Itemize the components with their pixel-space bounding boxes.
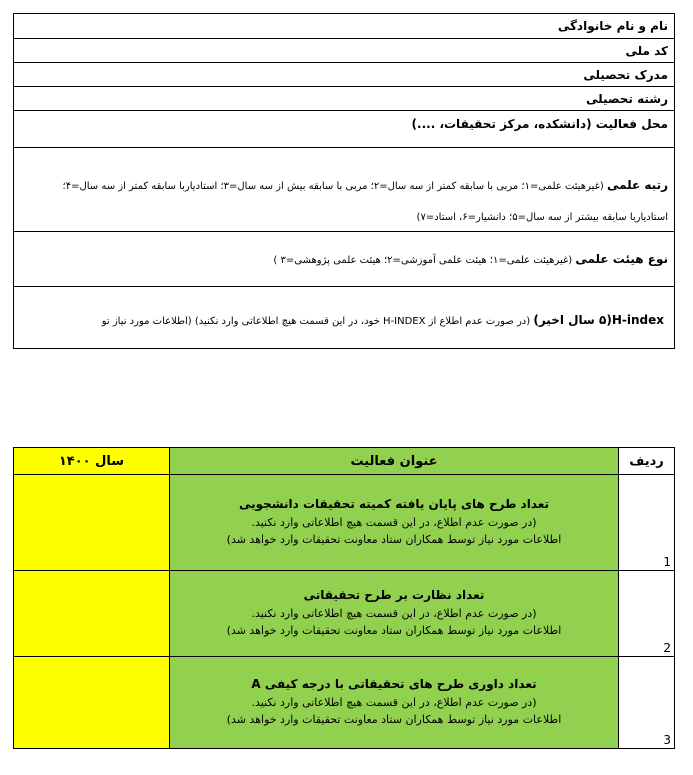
faculty-type-text [16,252,668,266]
activity-note-line2: اطلاعات مورد نیاز توسط همکاران ستاد معاونت تحقیقات وارد خواهد شد) [226,713,562,726]
row-number: 2 [663,641,671,655]
faculty-type-options: (غیرهیئت علمی=۱؛ هیئت علمی آموزشی=۲؛ هیئت علمی پژوهشی=۳ ) [273,255,573,266]
activity-title: تعداد طرح های پایان یافته کمیته تحقیقات دانشجویی [238,497,550,511]
year-value-cell[interactable] [13,657,170,749]
activity-note-line2: اطلاعات مورد نیاز توسط همکاران ستاد معاونت تحقیقات وارد خواهد شد) [226,624,562,637]
academic-rank-row[interactable] [14,148,674,232]
workplace-label: محل فعالیت (دانشکده، مرکز تحقیقات، ....) [411,117,668,131]
hindex-text [14,313,664,327]
degree-label: مدرک تحصیلی [583,67,668,82]
hindex-note: (در صورت عدم اطلاع از H-INDEX خود، در این قسمت هیچ اطلاعاتی وارد نکنید) (اطلاعات مورد نیاز تو [101,316,531,327]
faculty-type-label: نوع هیئت علمی [575,252,668,266]
year-value-cell[interactable] [13,475,170,571]
academic-rank-options-line1: (غیرهیئت علمی=۱؛ مربی با سابقه کمتر از سه سال=۲؛ مربی با سابقه بیش از سه سال=۳؛ استادیاربا سابقه کمتر از سه سال=۴؛ [62,181,604,192]
academic-rank-label: رتبه علمی [606,178,668,192]
degree-row[interactable] [14,63,674,87]
activity-title-column-header: عنوان فعالیت [170,447,619,475]
hindex-row[interactable] [14,287,674,350]
year-value-cell[interactable] [13,571,170,657]
national-code-label: کد ملی [625,43,668,58]
activity-title: تعداد نظارت بر طرح تحقیقاتی [303,588,485,602]
full-name-label: نام و نام خانوادگی [557,19,668,33]
major-row[interactable] [14,87,674,111]
year-column-header: سال ۱۴۰۰ [13,447,170,475]
row-number-cell [619,475,675,571]
activity-title-cell [170,657,619,749]
faculty-type-row[interactable] [14,232,674,287]
activity-note-line1: (در صورت عدم اطلاع، در این قسمت هیچ اطلاعاتی وارد نکنید. [251,696,537,709]
row-number-column-header: ردیف [619,447,675,475]
activity-note-line1: (در صورت عدم اطلاع، در این قسمت هیچ اطلاعاتی وارد نکنید. [251,516,537,529]
row-number: 1 [663,555,671,569]
hindex-label: H-index(۵ سال اخیر) [533,313,664,327]
row-number-cell [619,657,675,749]
activity-title-cell [170,475,619,571]
academic-rank-options-line2: استادیاربا سابقه بیشتر از سه سال=۵؛ دانشیار=۶، استاد=۷) [416,212,668,223]
full-name-row[interactable] [14,14,674,39]
activity-title: تعداد داوری طرح های تحقیقاتی با درجه کیفی A [251,677,537,691]
personal-info-table [13,13,675,349]
activity-title-cell [170,571,619,657]
row-number-cell [619,571,675,657]
national-code-row[interactable] [14,39,674,63]
major-label: رشته تحصیلی [586,91,668,106]
row-number: 3 [663,733,671,747]
activity-note-line1: (در صورت عدم اطلاع، در این قسمت هیچ اطلاعاتی وارد نکنید. [251,607,537,620]
workplace-row[interactable] [14,111,674,148]
academic-rank-text [16,170,668,233]
activity-note-line2: اطلاعات مورد نیاز توسط همکاران ستاد معاونت تحقیقات وارد خواهد شد) [226,533,562,546]
activities-table [13,447,675,749]
